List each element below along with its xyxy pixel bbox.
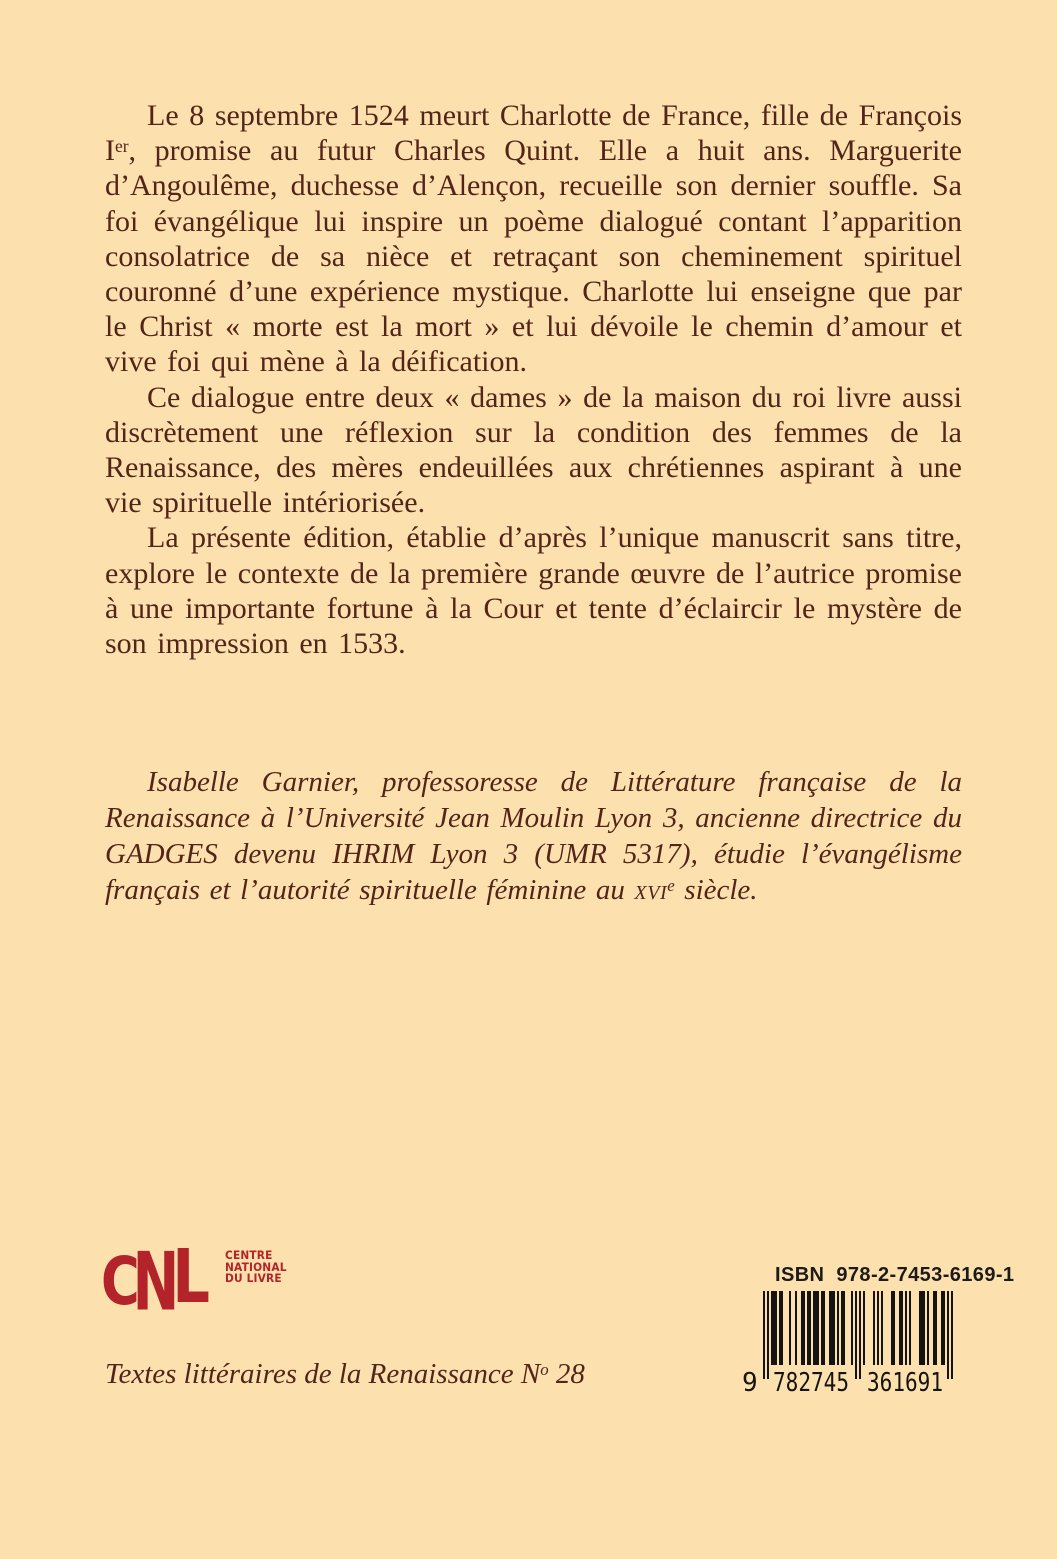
isbn-block — [741, 1264, 1015, 1395]
ean13-barcode-icon — [741, 1291, 955, 1395]
barcode-digit-lead: 9 — [742, 1368, 758, 1395]
text-segment: o — [540, 1359, 549, 1379]
text-segment: 28 — [548, 1358, 585, 1390]
cnl-letter: N — [132, 1235, 180, 1329]
isbn-label: ISBN — [775, 1264, 825, 1286]
synopsis — [105, 98, 962, 661]
barcode-digits-left: 782745 — [773, 1368, 849, 1395]
logo-sub-line: NATIONAL — [225, 1259, 287, 1274]
synopsis-paragraph-2: Ce dialogue entre deux « dames » de la maison du roi livre aussi discrètement une réflexion sur la condition des femmes de la Renaissance, des mères endeuillées aux chrétiennes aspirant à une vie spirituelle intériorisée. — [105, 380, 962, 520]
text-segment: Le 8 septembre 1524 meurt Charlotte de France, fille de François I — [105, 99, 962, 168]
text-segment: xvi — [634, 874, 668, 906]
synopsis-paragraph-3: La présente édition, établie d’après l’unique manuscrit sans titre, explore le contexte de la première grande œuvre de l’autrice promise à une importante fortune à la Cour et tente d’éclaircir le mystère de son impression en 1533. — [105, 521, 962, 661]
series-title — [105, 1358, 585, 1391]
text-segment: er — [115, 135, 129, 156]
text-segment: Isabelle Garnier, professoresse de Littérature française de la Renaissance à l’Université Jean Moulin Lyon 3, ancienne directrice du GADGES devenu IHRIM Lyon 3 (UMR 5317), étudie l’évangélisme français et l’autorité spirituelle féminine au — [105, 766, 962, 906]
author-bio — [105, 764, 962, 908]
cnl-logo-subtitle — [225, 1250, 287, 1285]
text-segment: Textes littéraires de la Renaissance N — [105, 1358, 541, 1390]
barcode-digits-right: 361691 — [867, 1368, 943, 1395]
text-segment: , promise au futur Charles Quint. Elle a huit ans. Marguerite d’Angoulême, duchesse d’Alençon, recueille son dernier souffle. Sa foi évangélique lui inspire un poème dialogué contant l’apparition consolatrice de sa nièce et retraçant son cheminement spirituel couronné d’une expérience mystique. Charlotte lui enseigne que par le Christ « morte est la mort » et lui dévoile le chemin d’amour et vive foi qui mène à la déification. — [105, 134, 962, 379]
cnl-logo — [101, 1234, 292, 1329]
synopsis-paragraph-1 — [105, 98, 962, 380]
logo-sub-line: CENTRE — [225, 1248, 273, 1262]
logo-sub-line: DU LIVRE — [225, 1271, 282, 1285]
isbn-number: 978-2-7453-6169-1 — [836, 1264, 1015, 1286]
text-segment: e — [667, 875, 675, 895]
cnl-letter: L — [172, 1234, 210, 1320]
text-segment: siècle. — [674, 874, 758, 906]
cnl-logo-letters — [101, 1234, 210, 1329]
cnl-letter: C — [101, 1243, 140, 1320]
isbn-number-line — [775, 1264, 1015, 1287]
